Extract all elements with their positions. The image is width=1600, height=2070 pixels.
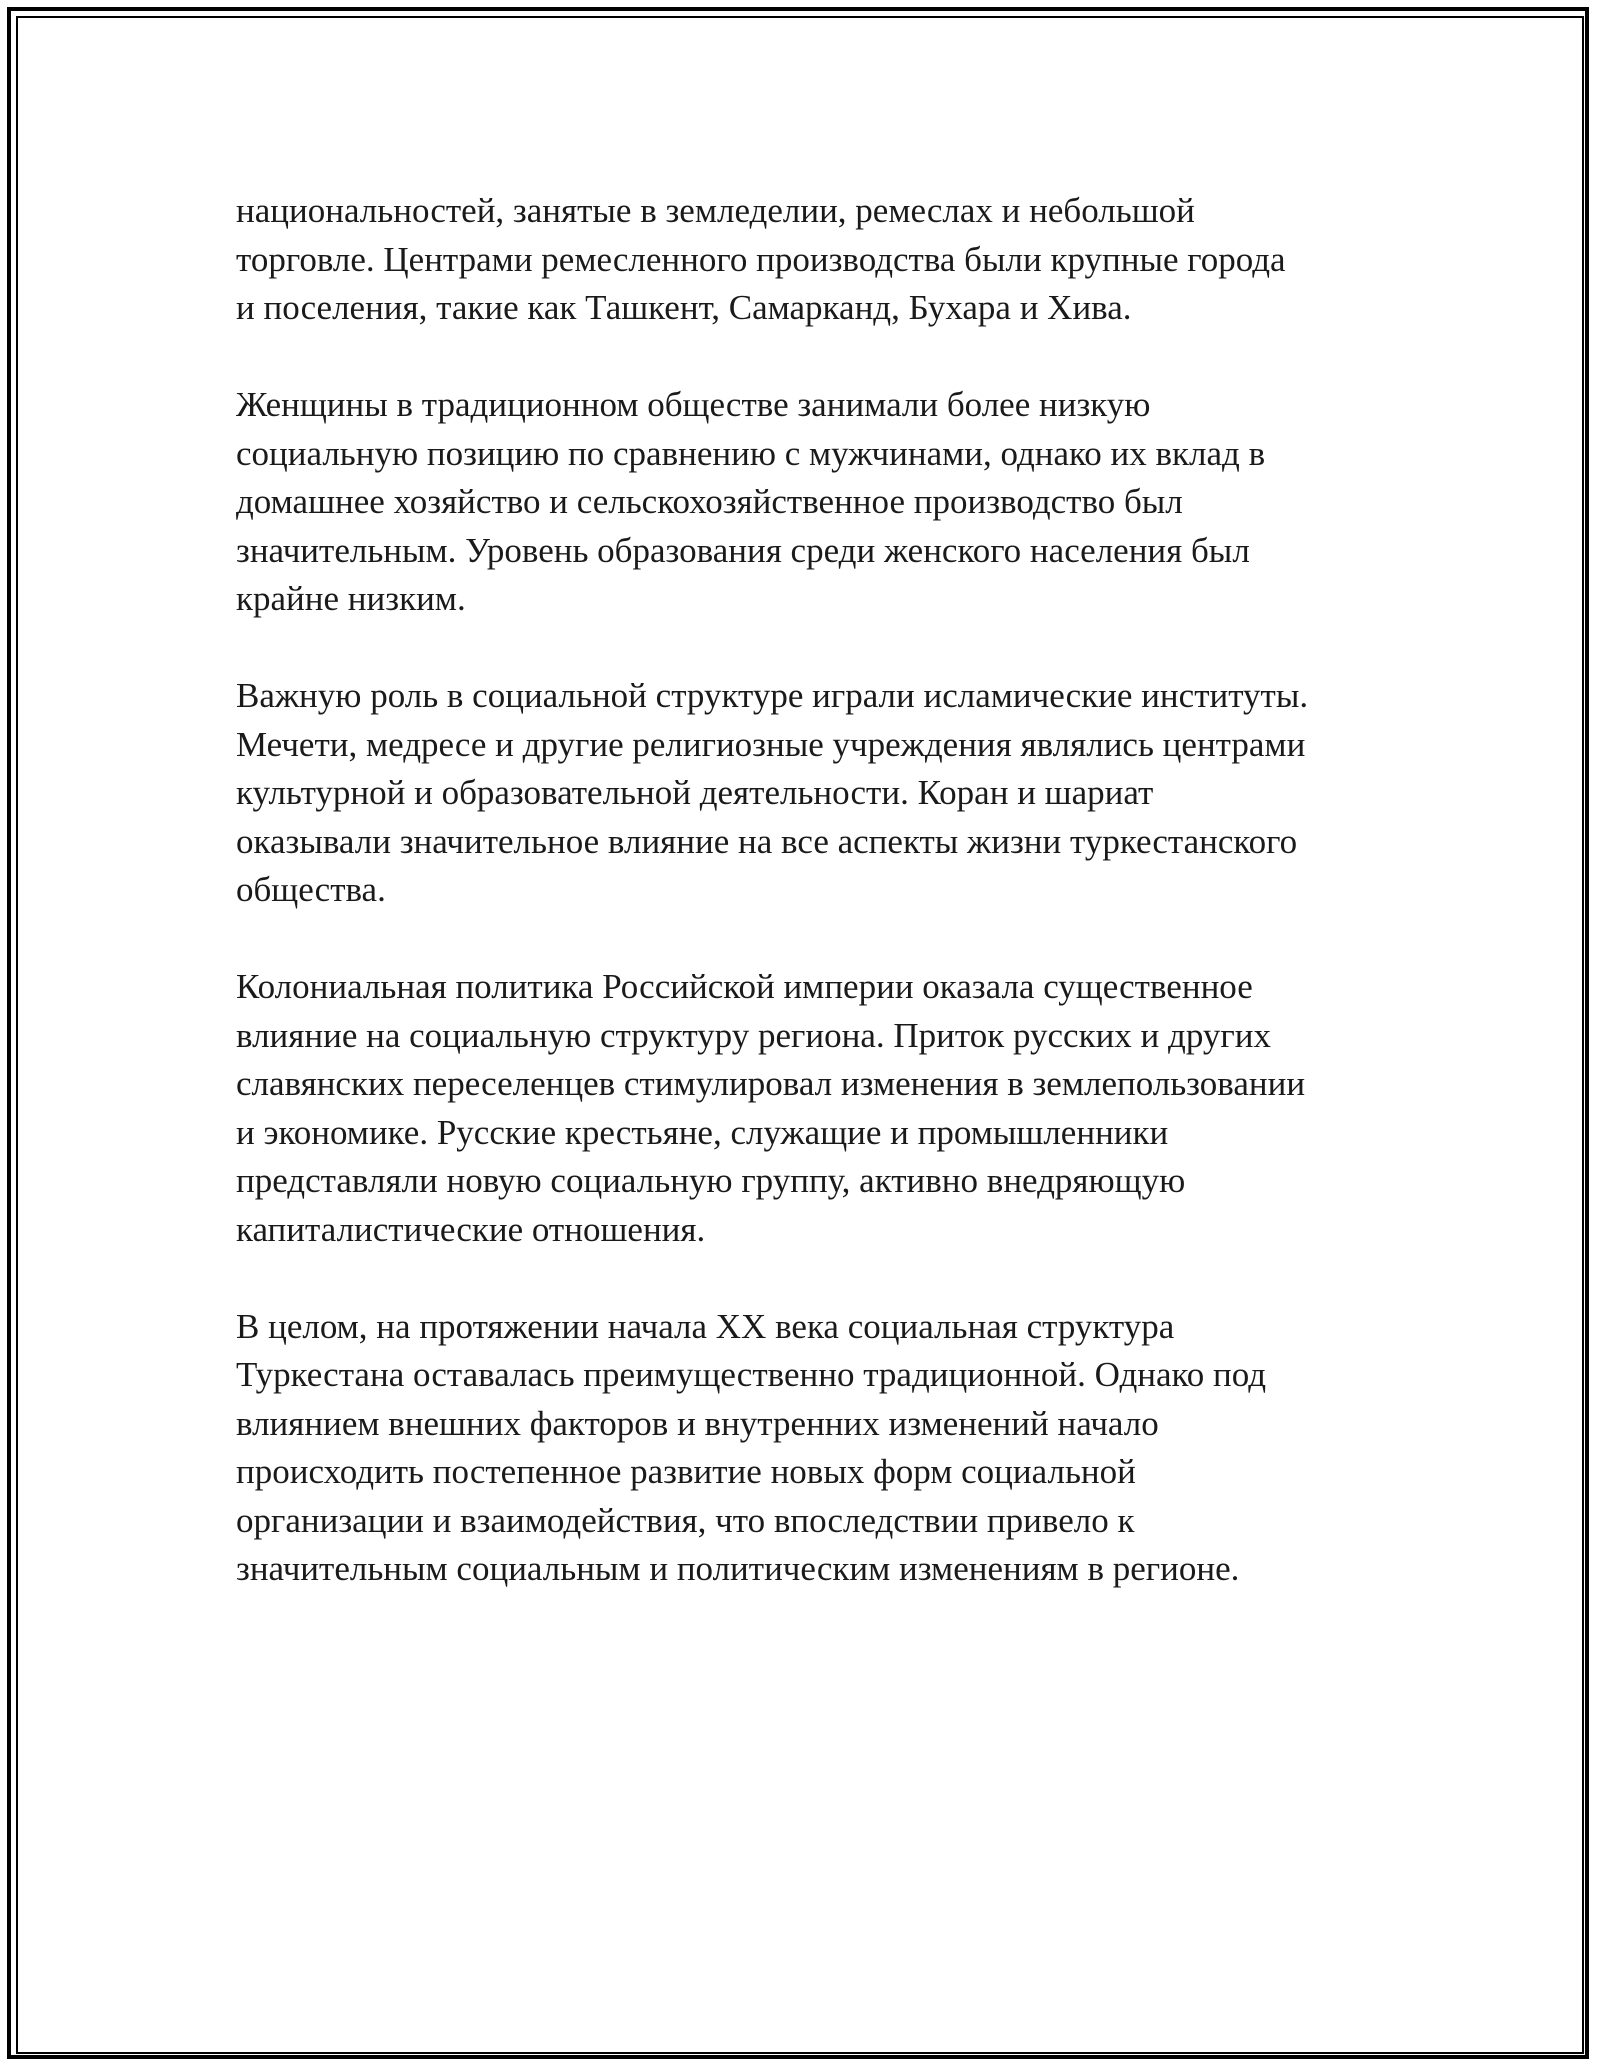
text-line: торговле. Центрами ремесленного производства были крупные города — [236, 239, 1286, 279]
text-line: и экономике. Русские крестьяне, служащие и промышленники — [236, 1112, 1169, 1152]
text-line: Мечети, медресе и другие религиозные учреждения являлись центрами — [236, 724, 1306, 764]
text-line: славянских переселенцев стимулировал изменения в землепользовании — [236, 1064, 1306, 1103]
text-line: значительным социальным и политическим изменениям в регионе. — [236, 1549, 1240, 1588]
paragraph — [236, 187, 1376, 333]
text-line: социальную позицию по сравнению с мужчинами, однако их вклад в — [236, 433, 1266, 473]
text-line: оказывали значительное влияние на все аспекты жизни туркестанского — [236, 821, 1298, 861]
text-line: культурной и образовательной деятельности. Коран и шариат — [236, 773, 1154, 812]
text-line: Колониальная политика Российской империи оказала существенное — [236, 967, 1253, 1006]
text-line: влиянием внешних факторов и внутренних изменений начало — [236, 1403, 1159, 1443]
text-line: значительным. Уровень образования среди женского населения был — [236, 530, 1250, 570]
paragraph — [236, 1303, 1376, 1594]
text-line: и поселения, такие как Ташкент, Самарканд, Бухара и Хива. — [236, 288, 1132, 327]
text-line: домашнее хозяйство и сельскохозяйственное производство был — [236, 482, 1183, 521]
text-line: национальностей, занятые в земледелии, ремеслах и небольшой — [236, 191, 1195, 230]
text-line: Туркестана оставалась преимущественно традиционной. Однако под — [236, 1355, 1267, 1394]
text-line: происходить постепенное развитие новых форм социальной — [236, 1452, 1136, 1491]
paragraph — [236, 963, 1376, 1254]
text-line: В целом, на протяжении начала XX века социальная структура — [236, 1306, 1175, 1346]
text-line: общества. — [236, 870, 386, 909]
text-line: Женщины в традиционном обществе занимали более низкую — [236, 385, 1151, 424]
text-line: Важную роль в социальной структуре играли исламические институты. — [236, 676, 1309, 715]
paragraph — [236, 672, 1376, 915]
text-line: крайне низким. — [236, 579, 466, 618]
text-line: организации и взаимодействия, что впоследствии привело к — [236, 1500, 1135, 1540]
text-line: капиталистические отношения. — [236, 1209, 706, 1249]
text-line: представляли новую социальную группу, активно внедряющую — [236, 1161, 1186, 1200]
text-line: влияние на социальную структуру региона. Приток русских и других — [236, 1015, 1271, 1055]
paragraph — [236, 381, 1376, 624]
document-body — [236, 187, 1376, 1642]
